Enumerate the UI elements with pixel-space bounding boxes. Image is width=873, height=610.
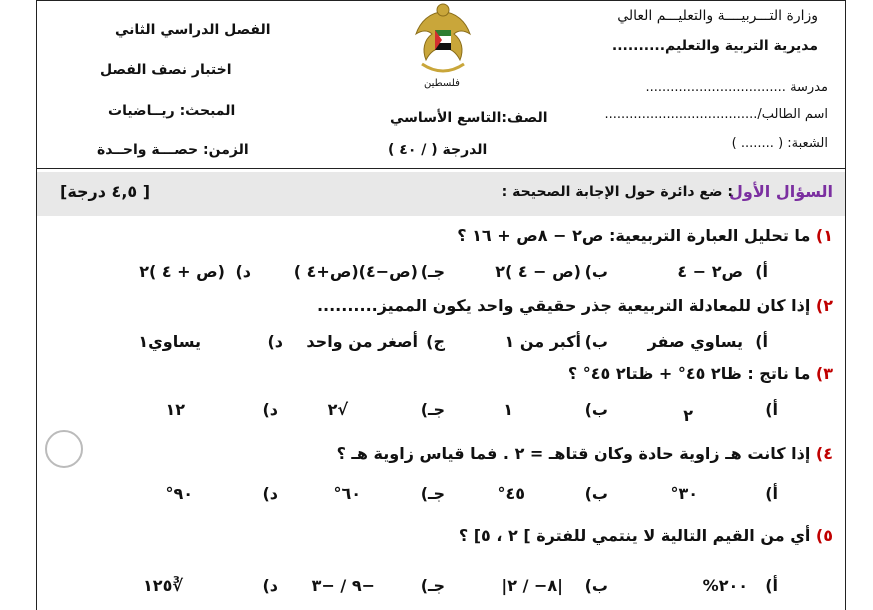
question-number: ٣) — [815, 364, 833, 383]
option-a-label: أ) — [755, 262, 768, 281]
option-b-label: ب) — [584, 484, 608, 503]
option-a-label: أ) — [765, 576, 778, 595]
question-3 — [568, 364, 833, 383]
option-c[interactable]: ٦٠° — [333, 484, 361, 503]
ministry-name: وزارة التـــربيــــة والتعليـــم العالي — [617, 8, 818, 24]
option-c-label: جـ) — [420, 484, 445, 503]
option-a[interactable]: ٢٠٠% — [702, 576, 748, 595]
option-b-label: ب) — [584, 400, 608, 419]
option-c-label: جـ) — [420, 262, 445, 281]
stamp-seal — [45, 430, 83, 468]
question-text: إذا كان للمعادلة التربيعية جذر حقيقي واحد يكون المميز.......... — [316, 296, 811, 315]
question-title: السؤال الأول — [729, 182, 833, 201]
page-border-left — [36, 0, 37, 610]
question-text: إذا كانت هـ زاوية حادة وكان قتاهـ = ٢ . فما قياس زاوية هـ ؟ — [336, 444, 811, 463]
option-b[interactable]: |٨− / ٢| — [501, 576, 563, 595]
option-d-label: د) — [235, 262, 251, 281]
question-1 — [457, 226, 833, 245]
option-a[interactable]: ٢ — [683, 406, 693, 425]
exam-type-label: اختبار نصف الفصل — [100, 62, 232, 78]
option-b[interactable]: ٤٥° — [497, 484, 525, 503]
question-instruction: : ضع دائرة حول الإجابة الصحيحة : — [501, 184, 733, 200]
student-name-field: اسم الطالب/..................................... — [604, 107, 828, 122]
question-5 — [459, 526, 833, 545]
question-number: ٤) — [815, 444, 833, 463]
option-b-label: ب) — [584, 576, 608, 595]
question-number: ١) — [815, 226, 833, 245]
option-d-label: د) — [262, 400, 278, 419]
option-d-label: د) — [262, 576, 278, 595]
option-b[interactable]: ١ — [503, 400, 513, 419]
grade-class-label: الصف:التاسع الأساسي — [390, 110, 548, 126]
option-d[interactable]: (ص + ٤ )٢ — [139, 262, 225, 281]
option-c[interactable]: (ص−٤)(ص+٤ ) — [293, 262, 418, 281]
score-field: الدرجة ( / ٤٠ ) — [388, 142, 488, 158]
option-a-label: أ) — [765, 400, 778, 419]
header-divider — [36, 168, 846, 169]
section-field: الشعبة: ( ........ ) — [731, 136, 828, 151]
option-c-label: جـ) — [420, 576, 445, 595]
option-a[interactable]: يساوي صفر — [647, 332, 743, 351]
option-d[interactable]: ١٢ — [165, 400, 185, 419]
question-text: ما ناتج : ظا٢ ٤٥° + ظتا٢ ٤٥° ؟ — [567, 364, 811, 383]
option-b-label: ب) — [584, 262, 608, 281]
school-field: مدرسة .................................. — [645, 80, 828, 95]
emblem-caption: فلسطين — [424, 78, 460, 89]
option-b[interactable]: (ص − ٤ )٢ — [495, 262, 581, 281]
option-a-label: أ) — [765, 484, 778, 503]
option-b-label: ب) — [584, 332, 608, 351]
question-text: ما تحليل العبارة التربيعية: ص٢ − ٨ص + ١٦ ؟ — [457, 226, 811, 245]
option-c[interactable]: −٩ / −٣ — [311, 576, 375, 595]
option-a-label: أ) — [755, 332, 768, 351]
question-text: أي من القيم التالية لا ينتمي للفترة ] ٢ ، ٥] ؟ — [458, 526, 811, 545]
question-2 — [317, 296, 833, 315]
question-number: ٢) — [815, 296, 833, 315]
subject-label: المبحث: ريــاضيات — [108, 103, 236, 119]
option-c[interactable]: √٢ — [327, 400, 348, 419]
option-c-label: جـ) — [420, 400, 445, 419]
question-points: [ ٤,٥ درجة] — [60, 182, 151, 201]
semester-label: الفصل الدراسي الثاني — [115, 22, 271, 38]
directorate-name: مديرية التربية والتعليم.......... — [611, 38, 818, 54]
option-d[interactable]: ٩٠° — [165, 484, 193, 503]
question-number: ٥) — [815, 526, 833, 545]
option-d-label: د) — [262, 484, 278, 503]
option-b[interactable]: أكبر من ١ — [504, 332, 581, 351]
option-d-label: د) — [267, 332, 283, 351]
option-c-label: ج) — [426, 332, 445, 351]
option-c[interactable]: أصغر من واحد — [306, 332, 418, 351]
option-a[interactable]: ص٢ − ٤ — [677, 262, 743, 281]
option-d[interactable]: ∛١٢٥ — [143, 576, 183, 595]
question-4 — [337, 444, 833, 463]
page-border-right — [845, 0, 846, 610]
option-d[interactable]: يساوي١ — [138, 332, 201, 351]
option-a[interactable]: ٣٠° — [670, 484, 698, 503]
time-label: الزمن: حصـــة واحــدة — [97, 142, 249, 158]
